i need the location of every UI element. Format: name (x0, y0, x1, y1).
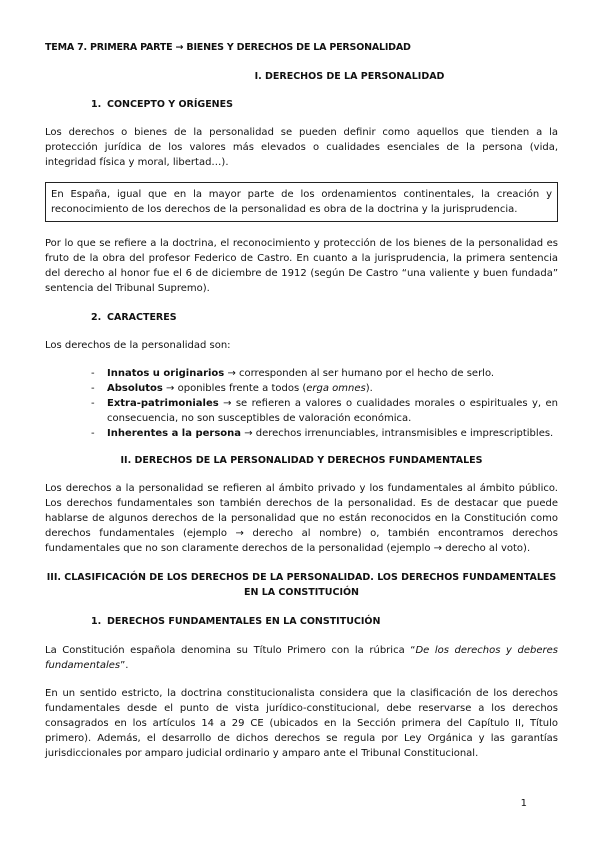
list-item-text: → se refieren a valores o cualidades morales o espirituales y, en consecuencia, no son susceptibles de valoración económica. (107, 398, 558, 424)
subsection-number: 2. (91, 312, 102, 323)
paragraph-lead: La Constitución española denomina su Título Primero con la rúbrica “ (45, 645, 416, 656)
list-item-text: → derechos irrenunciables, intransmisibles e imprescriptibles. (241, 428, 554, 439)
list-item-term: Extra-patrimoniales (107, 398, 219, 409)
subsection-heading-concepto (45, 97, 558, 112)
paragraph-sentido-estricto: En un sentido estricto, la doctrina constitucionalista considera que la clasificación de los derechos fundamentales desde el punto de vista jurídico-constitucional, debe reservarse a los derechos consagrados en los artículos 14 a 29 CE (ubicados en la Sección primera del Capítulo II, Título primero). Además, el desarrollo de dichos derechos se regula por Ley Orgánica y las garantías jurisdiccionales por amparo judicial ordinario y amparo ante el Tribunal Constitucional. (45, 688, 558, 759)
subsection-number: 1. (91, 616, 102, 627)
highlight-box: En España, igual que en la mayor parte de los ordenamientos continentales, la creación y reconocimiento de los derechos de la personalidad es obra de la doctrina y la jurisprudencia. (45, 182, 558, 222)
section-heading-3-line1: III. CLASIFICACIÓN DE LOS DERECHOS DE LA PERSONALIDAD. LOS DERECHOS FUNDAMENTALES (46, 572, 557, 583)
subsection-title: DERECHOS FUNDAMENTALES EN LA CONSTITUCIÓN (107, 616, 381, 627)
subsection-title: CARACTERES (107, 312, 177, 323)
paragraph-ambitos: Los derechos a la personalidad se refieren al ámbito privado y los fundamentales al ámbito público. Los derechos fundamentales son también derechos de la personalidad. Es de destacar que puede hablarse de algunos derechos de la personalidad que no están reconocidos en la Constitución como derechos fundamentales (ejemplo → derecho al nombre) o, también encontramos derechos fundamentales que no son claramente derechos de la personalidad (ejemplo → derecho al voto). (45, 483, 558, 554)
section-heading-3 (45, 570, 558, 600)
section-heading-3-line2: EN LA CONSTITUCIÓN (243, 587, 360, 598)
paragraph-intro-list: Los derechos de la personalidad son: (45, 340, 231, 351)
paragraph-doctrina: Por lo que se refiere a la doctrina, el reconocimiento y protección de los bienes de la personalidad es fruto de la obra del profesor Federico de Castro. En cuanto a la jurisprudencia, la primera sentencia del derecho al honor fue el 6 de diciembre de 1912 (según De Castro “una valiente y buen fundada” sentencia del Tribunal Supremo). (45, 238, 558, 294)
paragraph-titulo-primero (45, 643, 558, 673)
characteristics-list (45, 366, 558, 441)
subsection-heading-dfc (45, 614, 558, 629)
list-item-text: → oponibles frente a todos ( (162, 383, 307, 394)
paragraph-definicion: Los derechos o bienes de la personalidad se pueden definir como aquellos que tienden a la protección jurídica de los valores más elevados o cualidades esenciales de la persona (vida, integridad física y moral, libertad…). (45, 127, 558, 168)
list-item-italic: erga omnes (306, 383, 366, 394)
list-item (91, 396, 558, 426)
document-page (45, 40, 558, 761)
list-item-text: → corresponden al ser humano por el hecho de serlo. (224, 368, 495, 379)
list-item-term: Innatos u originarios (107, 368, 225, 379)
paragraph-tail: ”. (120, 660, 129, 671)
list-item (91, 381, 558, 396)
list-item-tail: ). (365, 383, 373, 394)
list-item-term: Inherentes a la persona (107, 428, 242, 439)
subsection-title: CONCEPTO Y ORÍGENES (107, 99, 233, 110)
section-heading-2: II. DERECHOS DE LA PERSONALIDAD Y DERECHOS FUNDAMENTALES (120, 455, 483, 466)
document-title: TEMA 7. PRIMERA PARTE → BIENES Y DERECHOS DE LA PERSONALIDAD (45, 42, 411, 53)
page-number: 1 (520, 798, 527, 809)
list-item (91, 366, 558, 381)
section-heading-1: I. DERECHOS DE LA PERSONALIDAD (254, 71, 445, 82)
subsection-heading-caracteres (45, 310, 558, 325)
list-item-term: Absolutos (107, 383, 163, 394)
list-item (91, 426, 558, 441)
rubric-italic: De los derechos y deberes fundamentales (45, 645, 558, 671)
subsection-number: 1. (91, 99, 102, 110)
